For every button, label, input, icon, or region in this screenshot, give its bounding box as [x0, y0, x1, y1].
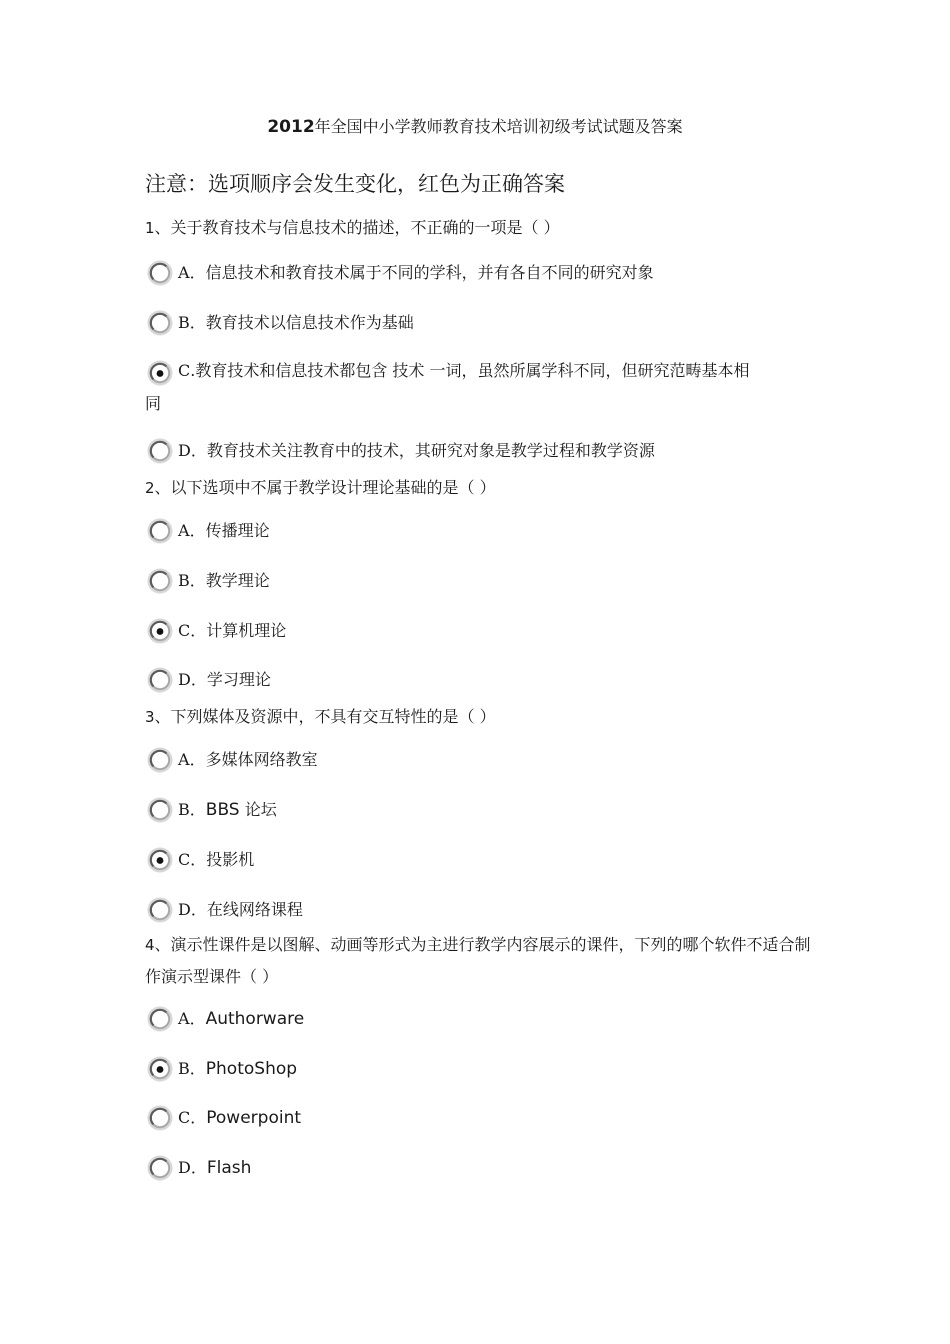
option-1a[interactable] — [147, 258, 817, 288]
question-text: 、关于教育技术与信息技术的描述，不正确的一项是（ ） — [154, 218, 560, 237]
question-2 — [145, 472, 815, 504]
option-4d[interactable] — [147, 1153, 817, 1183]
option-2b[interactable] — [147, 566, 817, 596]
radio-unselected-icon[interactable] — [147, 438, 173, 464]
question-number: 3 — [145, 708, 155, 726]
option-3a[interactable] — [147, 745, 817, 775]
notice-text: 注意：选项顺序会发生变化，红色为正确答案 — [145, 172, 565, 196]
question-number: 1 — [145, 219, 155, 237]
option-label: B．教学理论 — [178, 571, 270, 590]
option-label: B．教育技术以信息技术作为基础 — [178, 313, 414, 332]
option-label: C．投影机 — [178, 850, 255, 869]
option-1c[interactable] — [147, 356, 817, 430]
option-label-continued: 同 — [145, 394, 162, 413]
option-label: D．教育技术关注教育中的技术，其研究对象是教学过程和教学资源 — [178, 441, 655, 460]
radio-selected-icon[interactable] — [147, 618, 173, 644]
option-label: B．BBS 论坛 — [178, 800, 277, 820]
question-number: 2 — [145, 479, 155, 497]
option-label: D．学习理论 — [178, 670, 271, 689]
option-2d[interactable] — [147, 665, 817, 695]
radio-unselected-icon[interactable] — [147, 568, 173, 594]
radio-unselected-icon[interactable] — [147, 1155, 173, 1181]
question-3 — [145, 701, 815, 733]
option-1b[interactable] — [147, 308, 817, 338]
option-label: A．Authorware — [178, 1009, 305, 1029]
radio-unselected-icon[interactable] — [147, 667, 173, 693]
question-text: 、下列媒体及资源中，不具有交互特性的是（ ） — [154, 707, 496, 726]
option-label: A．信息技术和教育技术属于不同的学科，并有各自不同的研究对象 — [178, 263, 654, 282]
option-4a[interactable] — [147, 1004, 817, 1034]
radio-unselected-icon[interactable] — [147, 797, 173, 823]
option-4c[interactable] — [147, 1103, 817, 1133]
option-4b[interactable] — [147, 1054, 817, 1084]
question-4 — [145, 929, 815, 993]
radio-selected-icon[interactable] — [147, 1056, 173, 1082]
radio-unselected-icon[interactable] — [147, 260, 173, 286]
question-1 — [145, 212, 815, 244]
radio-unselected-icon[interactable] — [147, 518, 173, 544]
option-2a[interactable] — [147, 516, 817, 546]
radio-unselected-icon[interactable] — [147, 1006, 173, 1032]
radio-unselected-icon[interactable] — [147, 747, 173, 773]
option-label: A．多媒体网络教室 — [178, 750, 318, 769]
option-3c[interactable] — [147, 845, 817, 875]
radio-selected-icon[interactable] — [147, 360, 173, 386]
option-1d[interactable] — [147, 436, 817, 466]
title-text: 年全国中小学教师教育技术培训初级考试试题及答案 — [314, 117, 683, 136]
radio-selected-icon[interactable] — [147, 847, 173, 873]
option-label: B．PhotoShop — [178, 1059, 298, 1079]
option-label: A．传播理论 — [178, 521, 270, 540]
question-text: 、以下选项中不属于教学设计理论基础的是（ ） — [154, 478, 496, 497]
document-title — [0, 114, 950, 137]
radio-unselected-icon[interactable] — [147, 897, 173, 923]
option-label: C.教育技术和信息技术都包含 技术 一词，虽然所属学科不同，但研究范畴基本相 — [178, 361, 750, 380]
option-3d[interactable] — [147, 895, 817, 925]
option-label: D．Flash — [178, 1158, 252, 1178]
question-text: 、演示性课件是以图解、动画等形式为主进行教学内容展示的课件，下列的哪个软件不适合制作演示型课件（ ） — [145, 935, 811, 986]
radio-unselected-icon[interactable] — [147, 310, 173, 336]
option-label: C．Powerpoint — [178, 1108, 302, 1128]
option-2c[interactable] — [147, 616, 817, 646]
title-year: 2012 — [267, 117, 315, 137]
question-number: 4 — [145, 936, 155, 954]
option-label: D．在线网络课程 — [178, 900, 303, 919]
option-3b[interactable] — [147, 795, 817, 825]
radio-unselected-icon[interactable] — [147, 1105, 173, 1131]
option-label: C．计算机理论 — [178, 621, 287, 640]
